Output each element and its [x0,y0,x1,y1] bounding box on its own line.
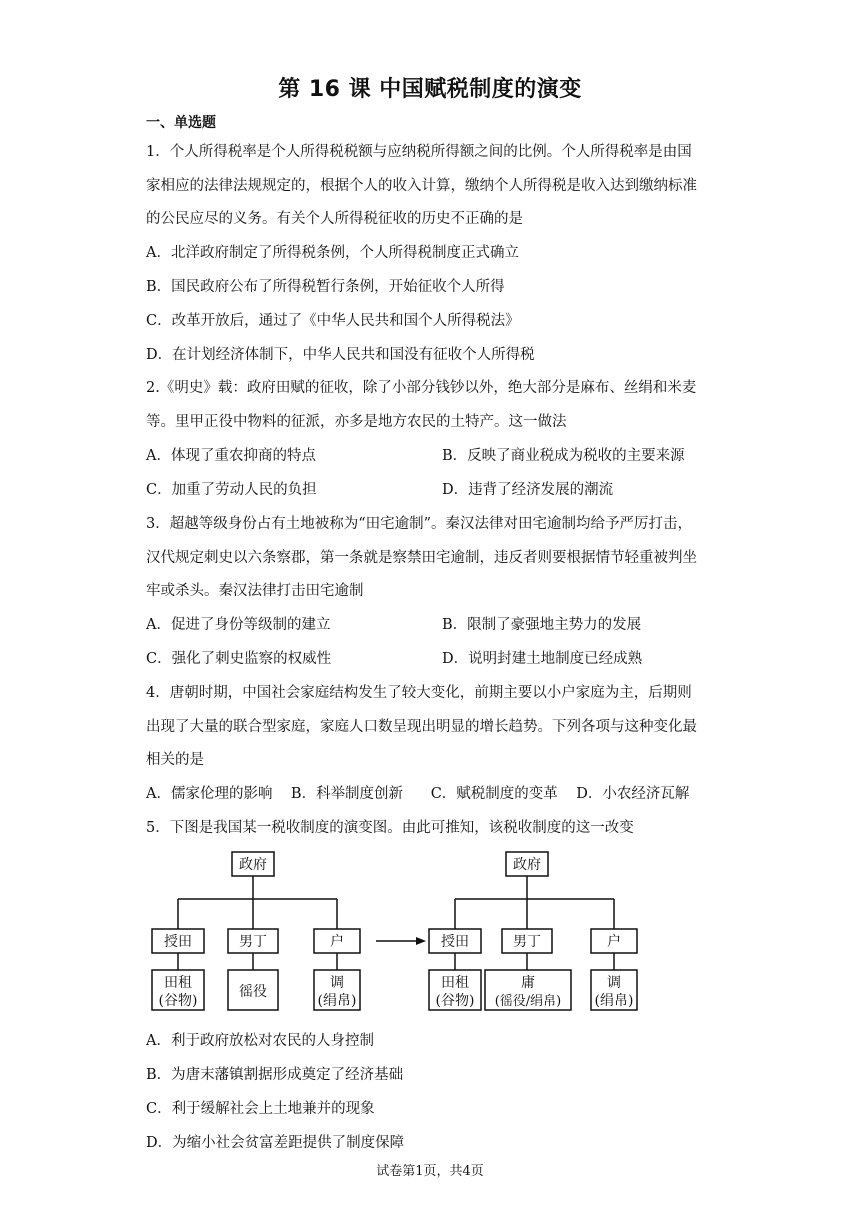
left-bottom-label-1b: (谷物) [158,993,198,1009]
right-bottom-label-1a: 田租 [441,975,469,991]
left-mid-label-3: 户 [330,934,344,950]
q1-stem-line-1: 1．个人所得税率是个人所得税税额与应纳税所得额之间的比例。个人所得税率是由国 [146,144,692,160]
right-bottom-label-2a: 庸 [521,975,535,991]
q1-stem-line-3: 的公民应尽的义务。有关个人所得税征收的历史不正确的是 [146,211,523,227]
q2-stem-line-2: 等。里甲正役中物料的征派，亦多是地方农民的土特产。这一做法 [146,414,567,430]
q3-option-d[interactable]: D．说明封建土地制度已经成熟 [442,651,643,667]
left-bottom-label-3a: 调 [330,975,344,991]
page-title: 第 16 课 中国赋税制度的演变 [278,77,582,102]
q4-stem-line-2: 出现了大量的联合型家庭，家庭人口数呈现出明显的增长趋势。下列各项与这种变化最 [146,719,697,735]
q4-stem-line-3: 相关的是 [146,752,204,768]
q2-option-a[interactable]: A．体现了重农抑商的特点 [146,448,316,464]
q3-stem-line-1: 3．超越等级身份占有土地被称为“田宅逾制”。秦汉法律对田宅逾制均给予严厉打击， [146,516,693,532]
q4-options[interactable]: A．儒家伦理的影响 B．科举制度创新 C．赋税制度的变革 D．小农经济瓦解 [146,786,690,802]
left-mid-label-2: 男丁 [239,934,267,950]
q5-option-b[interactable]: B．为唐末藩镇割据形成奠定了经济基础 [146,1067,404,1083]
q3-option-b[interactable]: B．限制了豪强地主势力的发展 [442,617,642,633]
q1-option-c[interactable]: C．改革开放后，通过了《中华人民共和国个人所得税法》 [146,313,520,329]
left-mid-label-1: 授田 [164,934,192,950]
right-mid-label-1: 授田 [441,934,469,950]
right-mid-label-2: 男丁 [513,934,541,950]
right-bottom-label-2b: (徭役/绢帛) [494,994,562,1009]
q5-option-d[interactable]: D．为缩小社会贫富差距提供了制度保障 [146,1135,405,1151]
q2-option-d[interactable]: D．违背了经济发展的潮流 [442,482,614,498]
section-heading: 一、单选题 [146,115,216,131]
right-mid-label-3: 户 [607,934,621,950]
q3-stem-line-2: 汉代规定刺史以六条察郡，第一条就是察禁田宅逾制，违反者则要根据情节轻重被判坐 [146,550,697,566]
q2-option-c[interactable]: C．加重了劳动人民的负担 [146,482,317,498]
q1-option-a[interactable]: A．北洋政府制定了所得税条例，个人所得税制度正式确立 [146,245,519,261]
right-bottom-label-3b: (绢帛) [594,993,634,1009]
q3-option-a[interactable]: A．促进了身份等级制的建立 [146,617,331,633]
q5-option-c[interactable]: C．利于缓解社会上土地兼并的现象 [146,1101,375,1117]
q3-stem-line-3: 牢或杀头。秦汉法律打击田宅逾制 [146,583,364,599]
q2-stem-line-1: 2.《明史》载：政府田赋的征收，除了小部分钱钞以外，绝大部分是麻布、丝绢和米麦 [146,380,697,396]
q5-option-a[interactable]: A．利于政府放松对农民的人身控制 [146,1033,374,1049]
q3-option-c[interactable]: C．强化了刺史监察的权威性 [146,651,332,667]
left-top-label: 政府 [239,857,267,873]
tax-system-diagram [140,842,660,1022]
left-bottom-label-3b: (绢帛) [317,993,357,1009]
left-bottom-label-2a: 徭役 [239,984,267,1000]
right-bottom-label-3a: 调 [607,975,621,991]
arrow-right-icon [416,937,426,945]
q5-stem-line-1: 5．下图是我国某一税收制度的演变图。由此可推知，该税收制度的这一改变 [146,820,634,836]
q1-option-d[interactable]: D．在计划经济体制下，中华人民共和国没有征收个人所得税 [146,347,535,363]
right-top-label: 政府 [513,857,541,873]
right-bottom-label-1b: (谷物) [435,993,475,1009]
q2-option-b[interactable]: B．反映了商业税成为税收的主要来源 [442,448,685,464]
left-bottom-label-1a: 田租 [164,975,192,991]
q1-stem-line-2: 家相应的法律法规规定的，根据个人的收入计算，缴纳个人所得税是收入达到缴纳标准 [146,178,697,194]
page-footer: 试卷第1页，共4页 [376,1164,484,1179]
q4-stem-line-1: 4．唐朝时期，中国社会家庭结构发生了较大变化，前期主要以小户家庭为主，后期则 [146,685,692,701]
q1-option-b[interactable]: B．国民政府公布了所得税暂行条例，开始征收个人所得 [146,279,505,295]
